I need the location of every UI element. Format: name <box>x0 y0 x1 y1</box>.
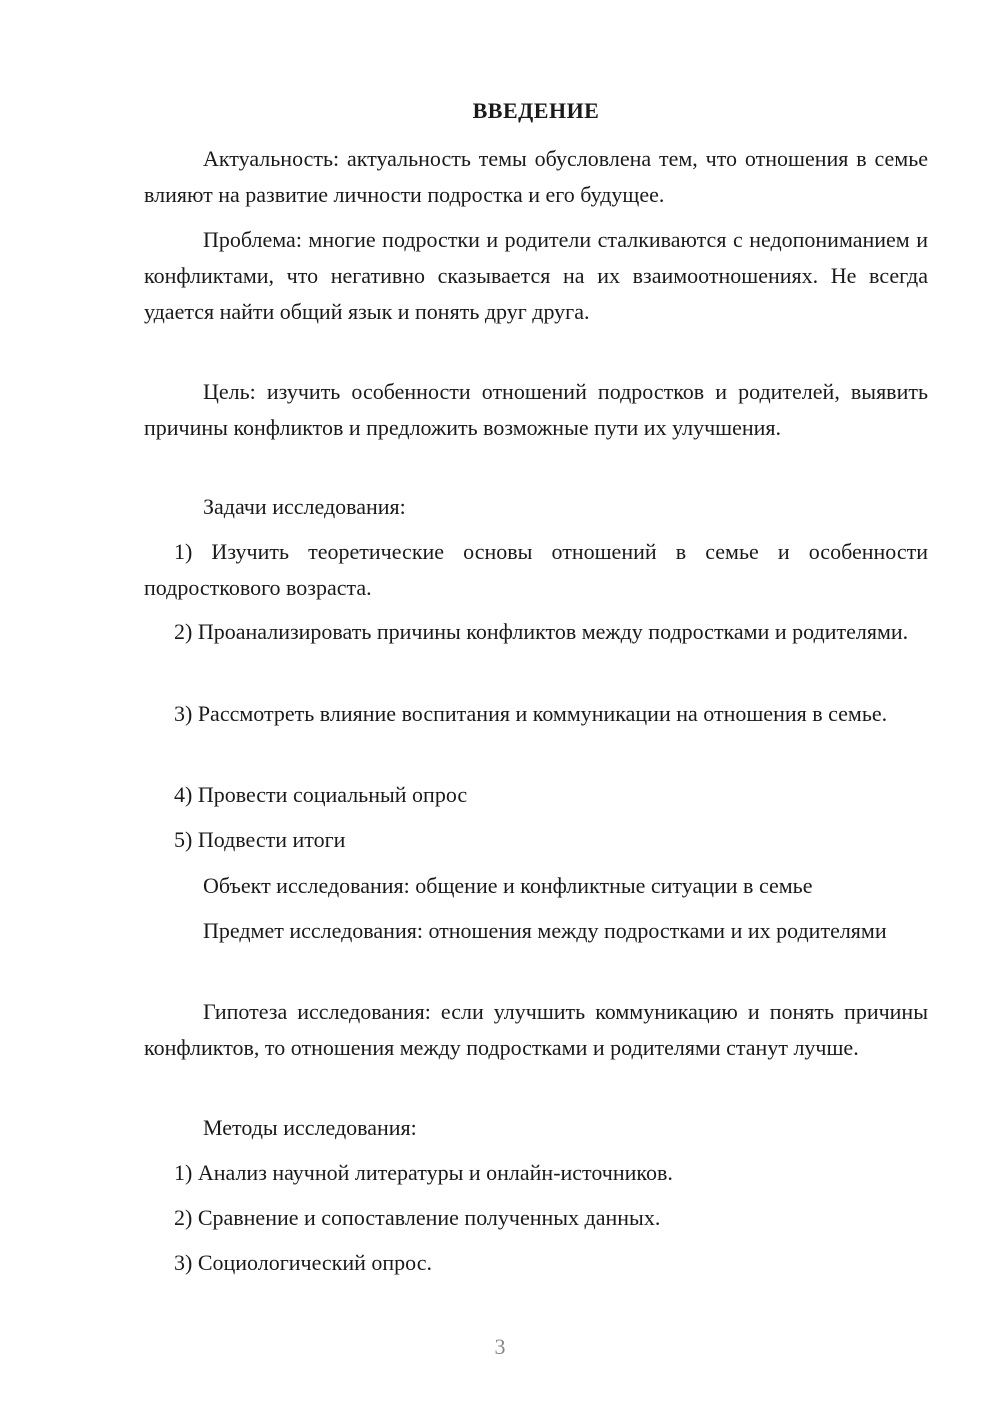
task-item-2: 2) Проанализировать причины конфликтов между подростками и родителями. <box>174 619 909 644</box>
page-number: 3 <box>494 1334 506 1359</box>
paragraph-object: Объект исследования: общение и конфликтные ситуации в семье <box>203 873 813 898</box>
paragraph-hypothesis: Гипотеза исследования: если улучшить коммуникацию и понять причины конфликтов, то отношения между подростками и родителями станут лучше. <box>144 999 928 1060</box>
task-item-1: 1) Изучить теоретические основы отношений в семье и особенности подросткового возраста. <box>144 539 928 600</box>
paragraph-subject: Предмет исследования: отношения между подростками и их родителями <box>203 918 887 943</box>
paragraph-goal: Цель: изучить особенности отношений подростков и родителей, выявить причины конфликтов и предложить возможные пути их улучшения. <box>144 379 928 440</box>
methods-heading: Методы исследования: <box>203 1115 417 1140</box>
method-item-3: 3) Социологический опрос. <box>174 1250 432 1275</box>
task-item-3: 3) Рассмотреть влияние воспитания и коммуникации на отношения в семье. <box>174 701 888 726</box>
task-item-5: 5) Подвести итоги <box>174 827 346 852</box>
task-item-4: 4) Провести социальный опрос <box>174 782 468 807</box>
paragraph-problem: Проблема: многие подростки и родители сталкиваются с недопониманием и конфликтами, что негативно сказывается на их взаимоотношениях. Не всегда удается найти общий язык и понять друг друга. <box>144 227 928 324</box>
page-title: ВВЕДЕНИЕ <box>472 98 600 123</box>
method-item-2: 2) Сравнение и сопоставление полученных данных. <box>174 1205 661 1230</box>
method-item-1: 1) Анализ научной литературы и онлайн-источников. <box>174 1160 673 1185</box>
paragraph-relevance: Актуальность: актуальность темы обусловлена тем, что отношения в семье влияют на развитие личности подростка и его будущее. <box>144 146 928 207</box>
tasks-heading: Задачи исследования: <box>203 494 406 519</box>
